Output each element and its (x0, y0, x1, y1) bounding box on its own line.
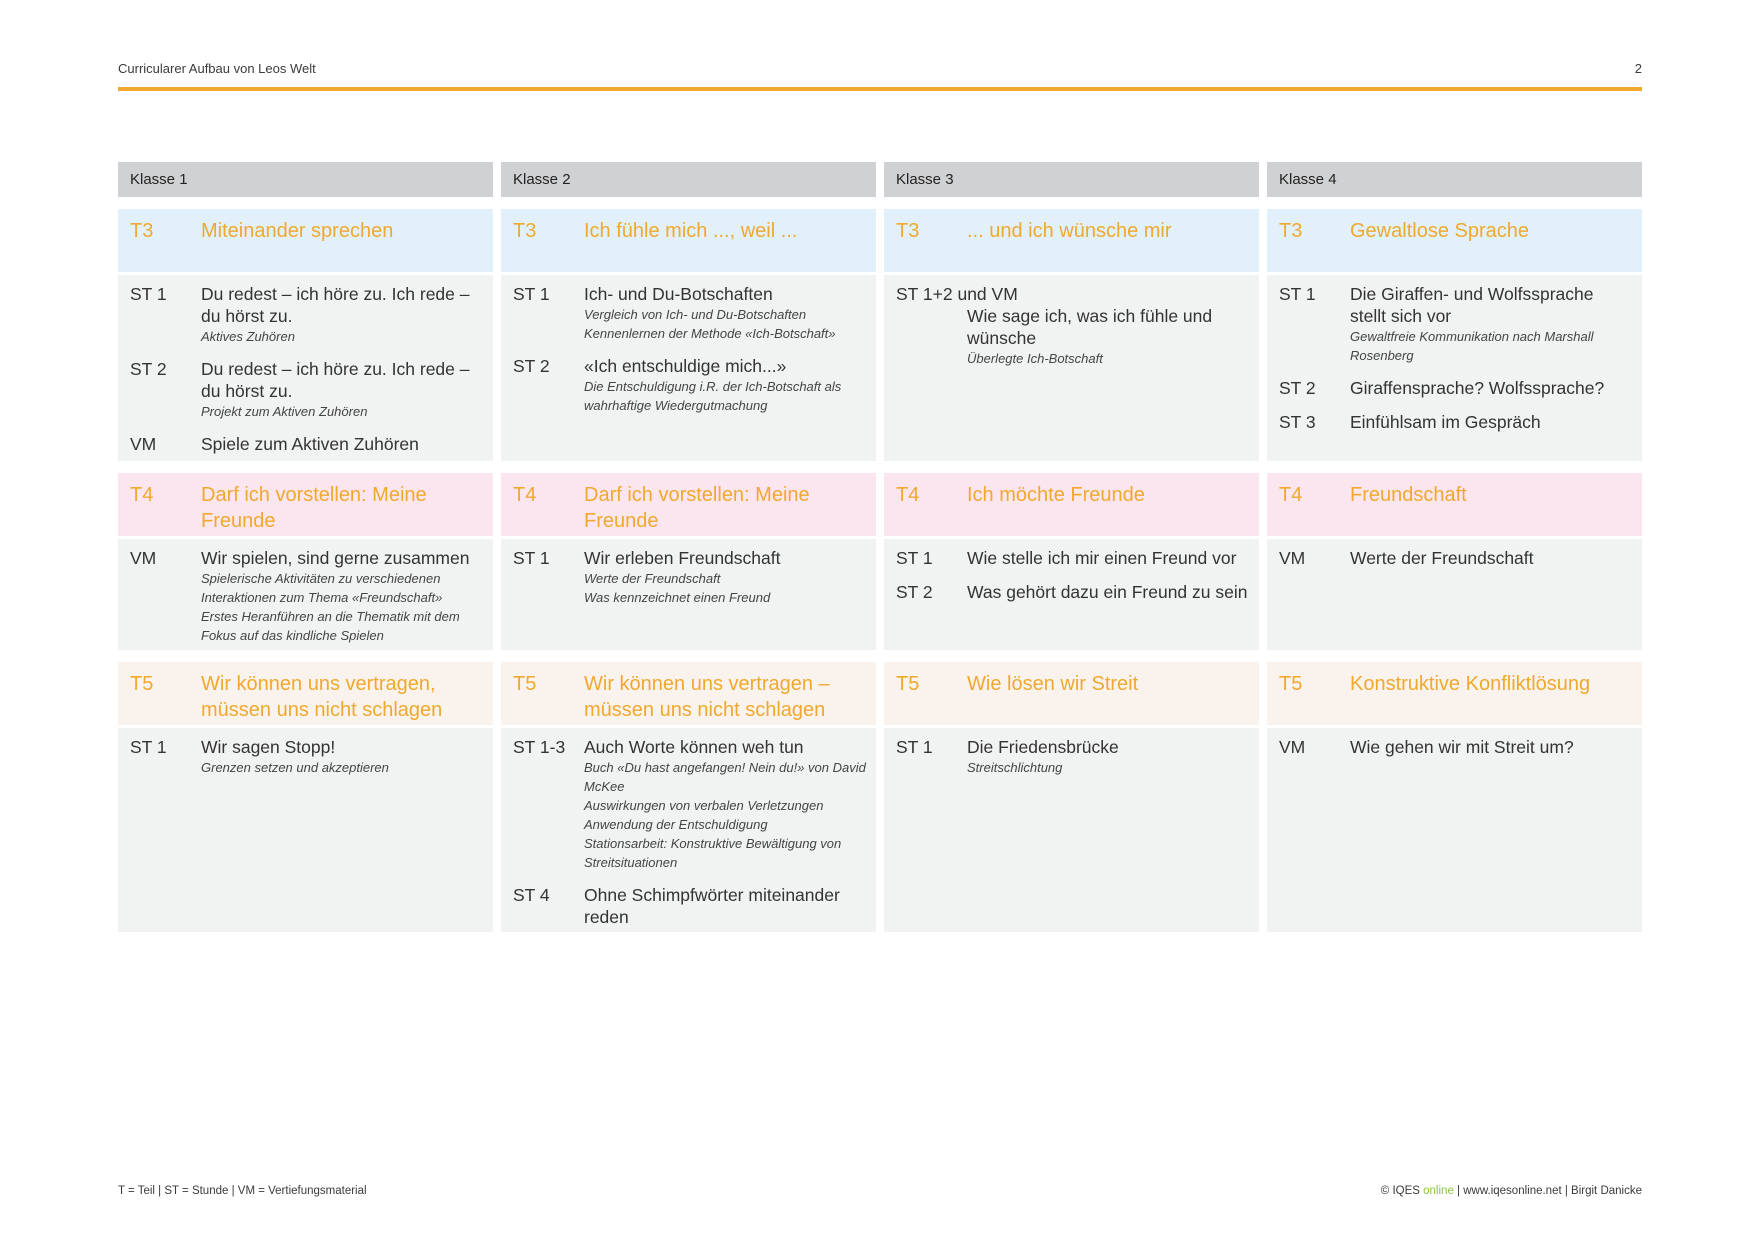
theme-title: Freundschaft (1350, 484, 1467, 506)
lesson-detail: Grenzen setzen und akzeptieren (201, 760, 389, 775)
lesson-body (584, 283, 866, 343)
curriculum-table (118, 162, 1642, 944)
theme-title: Darf ich vorstellen: Meine Freunde (201, 484, 427, 532)
lesson-cell (118, 539, 493, 650)
lesson-detail: Spielerische Aktivitäten zu verschiedenen Interaktionen zum Thema «Freundschaft» (201, 571, 443, 605)
lesson-entry (130, 358, 483, 421)
lesson-body (584, 547, 866, 607)
lesson-entry (513, 355, 866, 415)
lesson-title: «Ich entschuldige mich...» (584, 356, 787, 376)
lesson-detail: Aktives Zuhören (201, 329, 295, 344)
lesson-body (584, 355, 866, 415)
theme-code: T4 (130, 484, 154, 506)
lesson-entry (513, 547, 866, 607)
theme-code: T5 (1279, 673, 1303, 695)
lesson-code: VM (1279, 548, 1306, 568)
theme-title: Wir können uns vertragen – müssen uns nicht schlagen (584, 673, 830, 721)
theme-cell (884, 473, 1259, 536)
theme-cell (118, 662, 493, 725)
lesson-entry (1279, 283, 1632, 365)
lesson-entry (1279, 736, 1632, 758)
lesson-entry (896, 581, 1249, 603)
lesson-title: Wie gehen wir mit Streit um? (1350, 737, 1574, 757)
theme-title: ... und ich wünsche mir (967, 220, 1172, 242)
lesson-row (118, 728, 1642, 932)
lesson-title: Einfühlsam im Gespräch (1350, 412, 1541, 432)
theme-title: Ich möchte Freunde (967, 484, 1145, 506)
lesson-detail: Die Entschuldigung i.R. der Ich-Botschaft als wahrhaftige Wiedergutmachung (584, 379, 842, 413)
class-header: Klasse 4 (1267, 162, 1642, 197)
theme-cell (884, 209, 1259, 272)
lesson-code: ST 2 (130, 359, 167, 379)
class-header: Klasse 2 (501, 162, 876, 197)
theme-code: T3 (1279, 220, 1303, 242)
lesson-entry (130, 736, 483, 777)
lesson-code: ST 4 (513, 885, 550, 905)
theme-title: Konstruktive Konfliktlösung (1350, 673, 1591, 695)
header-divider (118, 87, 1642, 91)
page-header (118, 61, 1642, 79)
theme-code: T5 (130, 673, 154, 695)
lesson-entry (1279, 377, 1632, 399)
lesson-detail: Was kennzeichnet einen Freund (584, 590, 771, 605)
class-header-row (118, 162, 1642, 197)
lesson-cell (501, 728, 876, 932)
lesson-code: VM (1279, 737, 1306, 757)
lesson-code: ST 1 (1279, 284, 1316, 304)
theme-cell (1267, 473, 1642, 536)
lesson-entry (896, 547, 1249, 569)
lesson-code: ST 2 (1279, 378, 1316, 398)
lesson-title: Die Friedensbrücke (967, 737, 1119, 757)
lesson-title: Wie stelle ich mir einen Freund vor (967, 548, 1237, 568)
lesson-detail: Erstes Heranführen an die Thematik mit dem Fokus auf das kindliche Spielen (201, 609, 460, 643)
lesson-row (118, 539, 1642, 650)
theme-cell (501, 209, 876, 272)
copyright-prefix: © IQES (1380, 1185, 1424, 1197)
lesson-entry (896, 283, 1249, 368)
theme-code: T5 (513, 673, 537, 695)
lesson-code: ST 1-3 (513, 737, 566, 757)
theme-code: T3 (513, 220, 537, 242)
lesson-detail: Kennenlernen der Methode «Ich-Botschaft» (584, 326, 836, 341)
theme-row (118, 473, 1642, 536)
page-number: 2 (1634, 61, 1642, 76)
theme-title: Wie lösen wir Streit (967, 673, 1139, 695)
lesson-code: ST 1 (513, 548, 550, 568)
theme-title: Ich fühle mich ..., weil ... (584, 220, 798, 242)
theme-code: T3 (130, 220, 154, 242)
lesson-cell (884, 539, 1259, 650)
lesson-entry (1279, 411, 1632, 433)
lesson-title: Auch Worte können weh tun (584, 737, 804, 757)
lesson-body (201, 736, 483, 777)
theme-code: T4 (1279, 484, 1303, 506)
lesson-code: ST 1 (513, 284, 550, 304)
theme-row (118, 662, 1642, 725)
lesson-body (1350, 411, 1632, 433)
lesson-detail: Anwendung der Entschuldigung (584, 817, 768, 832)
lesson-title: Spiele zum Aktiven Zuhören (201, 434, 419, 454)
theme-code: T4 (896, 484, 920, 506)
lesson-title: Wir sagen Stopp! (201, 737, 336, 757)
lesson-entry (130, 283, 483, 346)
lesson-code: ST 1 (896, 737, 933, 757)
lesson-cell (884, 728, 1259, 932)
theme-cell (501, 662, 876, 725)
theme-cell (1267, 209, 1642, 272)
lesson-detail: Werte der Freundschaft (584, 571, 721, 586)
lesson-code: ST 1 (896, 548, 933, 568)
lesson-title: Was gehört dazu ein Freund zu sein (967, 582, 1248, 602)
theme-cell (884, 662, 1259, 725)
lesson-cell (118, 728, 493, 932)
copyright-suffix: | www.iqesonline.net | Birgit Danicke (1453, 1185, 1642, 1197)
class-header: Klasse 1 (118, 162, 493, 197)
lesson-title: Wie sage ich, was ich fühle und wünsche (967, 306, 1213, 348)
lesson-body (1350, 377, 1632, 399)
theme-row (118, 209, 1642, 272)
theme-cell (118, 473, 493, 536)
lesson-title: Ohne Schimpfwörter miteinander reden (584, 885, 840, 927)
theme-title: Miteinander sprechen (201, 220, 394, 242)
lesson-detail: Stationsarbeit: Konstruktive Bewältigung von Streitsituationen (584, 836, 842, 870)
lesson-body (967, 581, 1249, 603)
theme-code: T4 (513, 484, 537, 506)
theme-code: T5 (896, 673, 920, 695)
lesson-cell (1267, 728, 1642, 932)
lesson-title: Wir erleben Freundschaft (584, 548, 781, 568)
lesson-cell (501, 275, 876, 461)
lesson-cell (118, 275, 493, 461)
lesson-code: ST 2 (513, 356, 550, 376)
theme-title: Darf ich vorstellen: Meine Freunde (584, 484, 810, 532)
lesson-code: ST 1 (130, 737, 167, 757)
lesson-code: ST 1 (130, 284, 167, 304)
lesson-title: Giraffensprache? Wolfssprache? (1350, 378, 1605, 398)
lesson-detail: Buch «Du hast angefangen! Nein du!» von David McKee (584, 760, 866, 794)
lesson-cell (1267, 539, 1642, 650)
theme-title: Gewaltlose Sprache (1350, 220, 1529, 242)
lesson-cell (1267, 275, 1642, 461)
lesson-detail: Überlegte Ich-Botschaft (967, 351, 1103, 366)
lesson-body (201, 547, 483, 645)
lesson-body (584, 736, 866, 872)
lesson-code: VM (130, 434, 157, 454)
lesson-detail: Gewaltfreie Kommunikation nach Marshall Rosenberg (1350, 329, 1594, 363)
lesson-title: Werte der Freundschaft (1350, 548, 1534, 568)
theme-cell (1267, 662, 1642, 725)
lesson-title: Du redest – ich höre zu. Ich rede – du hörst zu. (201, 284, 470, 326)
lesson-body (1350, 736, 1632, 758)
lesson-cell (884, 275, 1259, 461)
lesson-body (1350, 283, 1632, 365)
lesson-body (967, 547, 1249, 569)
lesson-entry (513, 283, 866, 343)
lesson-code: ST 2 (896, 582, 933, 602)
lesson-title: Ich- und Du-Botschaften (584, 284, 773, 304)
theme-cell (501, 473, 876, 536)
document-title: Curricularer Aufbau von Leos Welt (118, 61, 316, 76)
footer-copyright (1381, 1185, 1642, 1197)
lesson-code: ST 1+2 und VM (896, 284, 1018, 304)
lesson-entry (130, 433, 483, 455)
lesson-code: ST 3 (1279, 412, 1316, 432)
lesson-body (967, 736, 1249, 777)
lesson-body (201, 283, 483, 346)
lesson-body (201, 433, 483, 455)
lesson-cell (501, 539, 876, 650)
lesson-entry (1279, 547, 1632, 569)
theme-cell (118, 209, 493, 272)
lesson-entry (130, 547, 483, 645)
lesson-body (584, 884, 866, 928)
lesson-row (118, 275, 1642, 461)
footer-legend: T = Teil | ST = Stunde | VM = Vertiefungsmaterial (118, 1185, 367, 1197)
lesson-body (896, 305, 1249, 368)
lesson-entry (896, 736, 1249, 777)
lesson-detail: Projekt zum Aktiven Zuhören (201, 404, 368, 419)
lesson-title: Wir spielen, sind gerne zusammen (201, 548, 470, 568)
lesson-code: VM (130, 548, 157, 568)
lesson-entry (513, 736, 866, 872)
copyright-online: online (1423, 1185, 1454, 1197)
lesson-body (1350, 547, 1632, 569)
lesson-body (201, 358, 483, 421)
class-header: Klasse 3 (884, 162, 1259, 197)
lesson-title: Die Giraffen- und Wolfssprache stellt sich vor (1350, 284, 1594, 326)
lesson-entry (513, 884, 866, 928)
theme-code: T3 (896, 220, 920, 242)
theme-title: Wir können uns vertragen, müssen uns nicht schlagen (201, 673, 443, 721)
lesson-title: Du redest – ich höre zu. Ich rede – du hörst zu. (201, 359, 470, 401)
lesson-detail: Streitschlichtung (967, 760, 1063, 775)
lesson-detail: Vergleich von Ich- und Du-Botschaften (584, 307, 807, 322)
lesson-detail: Auswirkungen von verbalen Verletzungen (584, 798, 824, 813)
